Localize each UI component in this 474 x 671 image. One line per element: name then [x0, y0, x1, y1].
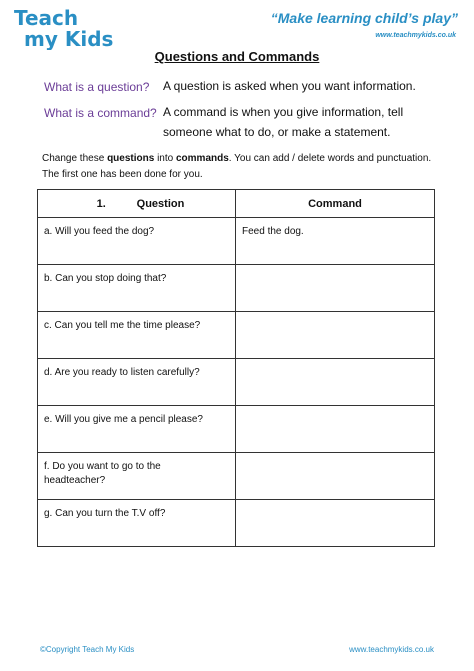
question-cell: d. Are you ready to listen carefully? — [38, 359, 236, 406]
table-row — [38, 312, 435, 359]
question-cell: g. Can you turn the T.V off? — [38, 500, 236, 547]
question-column-header: 1. Question — [38, 190, 236, 218]
question-definition-text: A question is asked when you want information. — [163, 79, 416, 93]
command-definition-text: A command is when you give information, tell someone what to do, or make a statement. — [163, 105, 404, 139]
command-answer-cell[interactable] — [236, 359, 435, 406]
questions-commands-table — [37, 189, 435, 547]
tagline: “Make learning child’s play” — [270, 10, 458, 26]
question-cell: a. Will you feed the dog? — [38, 218, 236, 265]
website-url-top: www.teachmykids.co.uk — [375, 32, 456, 39]
command-definition-label: What is a command? — [44, 106, 157, 120]
table-row — [38, 265, 435, 312]
question-cell: e. Will you give me a pencil please? — [38, 406, 236, 453]
command-answer-cell[interactable] — [236, 312, 435, 359]
page-title: Questions and Commands — [154, 49, 320, 64]
question-definition-label: What is a question? — [44, 80, 150, 94]
command-answer-cell[interactable] — [236, 500, 435, 547]
logo-line1: Teach — [14, 6, 79, 30]
table-row — [38, 406, 435, 453]
command-answer-cell[interactable] — [236, 453, 435, 500]
table-row — [38, 218, 435, 265]
command-column-header: Command — [236, 190, 435, 218]
question-cell: c. Can you tell me the time please? — [38, 312, 236, 359]
copyright: ©Copyright Teach My Kids — [40, 645, 135, 654]
question-cell: b. Can you stop doing that? — [38, 265, 236, 312]
table-row — [38, 453, 435, 500]
command-answer-cell[interactable] — [236, 406, 435, 453]
website-url-footer[interactable]: www.teachmykids.co.uk — [349, 645, 434, 654]
teach-my-kids-logo — [12, 6, 124, 50]
table-row — [38, 500, 435, 547]
question-cell: f. Do you want to go to the headteacher? — [38, 453, 236, 500]
table-row — [38, 359, 435, 406]
command-answer-cell[interactable]: Feed the dog. — [236, 218, 435, 265]
instructions: Change these questions into commands. You can add / delete words and punctuation. The first one has been done for you. — [42, 153, 432, 180]
logo-line2: my Kids — [24, 27, 114, 50]
command-answer-cell[interactable] — [236, 265, 435, 312]
table-header-row — [38, 190, 435, 218]
exercise-number: 1. — [96, 197, 106, 210]
